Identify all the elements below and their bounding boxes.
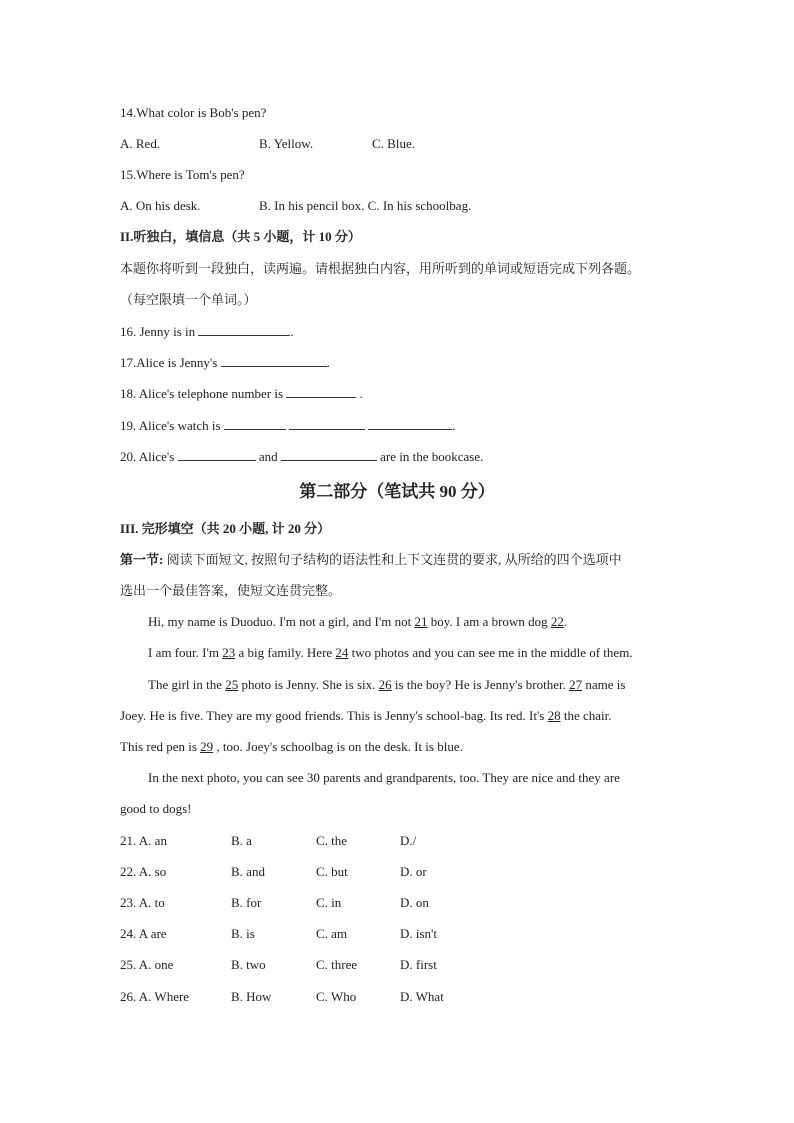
passage-text: a big family. Here [235, 645, 336, 660]
section2-heading: II.听独白，填信息（共 5 小题，计 10 分） [120, 229, 361, 244]
blank-26: 26 [378, 677, 392, 692]
option-22-d: D. or [400, 864, 427, 879]
q19-blank-2[interactable] [289, 417, 365, 430]
option-22-a: 22. A. so [120, 864, 167, 879]
option-24-d: D. isn't [400, 926, 438, 941]
passage-text: The girl in the [148, 677, 226, 692]
blank-23: 23 [222, 645, 236, 660]
q14-option-c: C. Blue. [372, 136, 415, 151]
option-24-a: 24. A are [120, 926, 167, 941]
q15-option-b: B. In his pencil box. C. In his schoolbag. [259, 198, 472, 213]
section2-instruction-2: （每空限填一个单词。） [120, 292, 257, 307]
q19-text: 19. Alice's watch is [120, 418, 224, 433]
q15-question: 15.Where is Tom's pen? [120, 167, 245, 182]
option-21-c: C. the [316, 833, 348, 848]
fill-q18 [120, 385, 363, 402]
fill-q20 [120, 448, 483, 465]
option-26-b: B. How [231, 989, 272, 1004]
option-26-a: 26. A. Where [120, 989, 190, 1004]
passage-text: boy. I am a brown dog [427, 614, 551, 629]
passage-text: the chair. [560, 708, 612, 723]
option-25-d: D. first [400, 957, 437, 972]
option-22-c: C. but [316, 864, 348, 879]
section3-instruction-text: 阅读下面短文, 按照句子结构的语法性和上下文连贯的要求, 从所给的四个选项中 [163, 552, 622, 567]
passage-text: , too. Joey's schoolbag is on the desk. It is blue. [213, 739, 463, 754]
fill-q16 [120, 323, 294, 340]
option-21-a: 21. A. an [120, 833, 167, 848]
q20-blank-2[interactable] [281, 448, 377, 461]
q14-question: 14.What color is Bob's pen? [120, 105, 267, 120]
passage-text: This red pen is [120, 739, 201, 754]
passage-text: . [563, 614, 568, 629]
section3-instruction-2: 选出一个最佳答案，使短文连贯完整。 [120, 583, 342, 598]
blank-21: 21 [414, 614, 428, 629]
section3-label: 第一节: [120, 552, 164, 567]
q17-blank[interactable] [221, 354, 327, 367]
passage-text: two photos and you can see me in the middle of them. [348, 645, 633, 660]
q18-end: . [356, 386, 363, 401]
option-25-c: C. three [316, 957, 358, 972]
q17-text: 17.Alice is Jenny's [120, 355, 221, 370]
option-26-c: C. Who [316, 989, 357, 1004]
q19-end: . [452, 418, 456, 433]
section3-heading: III. 完形填空（共 20 小题, 计 20 分） [120, 521, 331, 536]
q20-end: are in the bookcase. [376, 449, 484, 464]
passage-line-7: good to dogs! [120, 801, 192, 816]
option-23-b: B. for [231, 895, 262, 910]
q19-blank-1[interactable] [224, 417, 286, 430]
blank-22: 22 [550, 614, 564, 629]
blank-27: 27 [569, 677, 583, 692]
option-26-d: D. What [400, 989, 444, 1004]
part2-title: 第二部分（笔试共 90 分） [299, 482, 495, 501]
q19-blank-3[interactable] [368, 417, 452, 430]
passage-text: Joey. He is five. They are my good friends. This is Jenny's school-bag. Its red. It's [120, 708, 548, 723]
blank-24: 24 [335, 645, 349, 660]
q18-blank[interactable] [286, 385, 356, 398]
passage-line-5 [120, 739, 463, 755]
q15-option-a: A. On his desk. [120, 198, 201, 213]
q17-end: . [326, 355, 330, 370]
option-25-a: 25. A. one [120, 957, 174, 972]
q14-option-a: A. Red. [120, 136, 161, 151]
option-22-b: B. and [231, 864, 265, 879]
q20-text: 20. Alice's [120, 449, 178, 464]
q18-text: 18. Alice's telephone number is [120, 386, 287, 401]
passage-text: I am four. I'm [148, 645, 223, 660]
passage-line-3 [148, 677, 625, 693]
passage-line-6: In the next photo, you can see 30 parents and grandparents, too. They are nice and they are [148, 770, 620, 785]
q16-text: 16. Jenny is in [120, 324, 199, 339]
q20-and: and [255, 449, 281, 464]
option-24-c: C. am [316, 926, 348, 941]
option-23-a: 23. A. to [120, 895, 165, 910]
section2-instruction-1: 本题你将听到一段独白，读两遍。请根据独白内容，用所听到的单词或短语完成下列各题。 [120, 261, 641, 276]
passage-text: photo is Jenny. She is six. [238, 677, 379, 692]
option-21-b: B. a [231, 833, 252, 848]
fill-q17 [120, 354, 330, 371]
blank-28: 28 [547, 708, 561, 723]
option-24-b: B. is [231, 926, 255, 941]
section3-instruction-1 [120, 552, 622, 568]
option-25-b: B. two [231, 957, 266, 972]
q20-blank-1[interactable] [178, 448, 256, 461]
blank-29: 29 [200, 739, 214, 754]
passage-line-1 [148, 614, 567, 630]
passage-line-4 [120, 708, 612, 724]
fill-q19 [120, 417, 456, 434]
q14-option-b: B. Yellow. [259, 136, 314, 151]
q16-blank[interactable] [198, 323, 290, 336]
passage-text: name is [582, 677, 626, 692]
option-21-d: D./ [400, 833, 417, 848]
blank-25: 25 [225, 677, 239, 692]
option-23-d: D. on [400, 895, 429, 910]
q16-end: . [290, 324, 294, 339]
passage-line-2 [148, 645, 633, 661]
option-23-c: C. in [316, 895, 342, 910]
passage-text: is the boy? He is Jenny's brother. [391, 677, 570, 692]
passage-text: Hi, my name is Duoduo. I'm not a girl, and I'm not [148, 614, 415, 629]
